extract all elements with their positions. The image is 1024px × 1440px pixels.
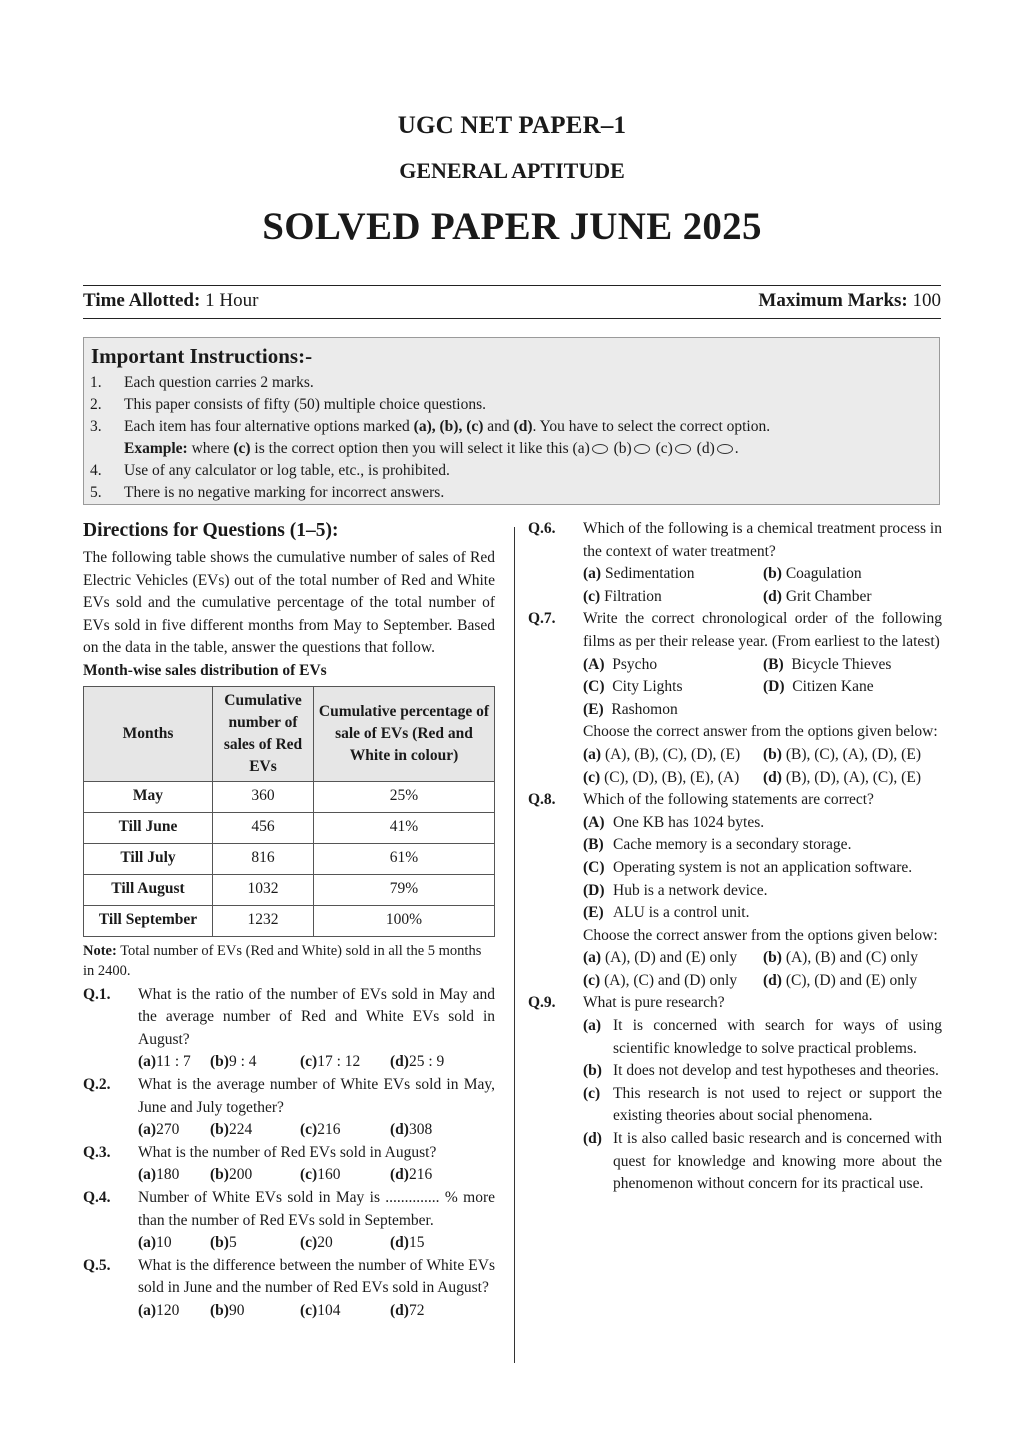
answer-oval-icon [675,444,691,454]
table-cell: Till August [84,874,213,905]
film-items-row: (A) Psycho (B) Bicycle Thieves [583,655,892,673]
instructions-title: Important Instructions:- [91,344,313,368]
option-item: (b) It does not develop and test hypotheses and theories. [583,1062,939,1080]
table-cell: 456 [213,812,314,843]
instruction-item: 5. There is no negative marking for incorrect answers. [90,484,445,501]
instruction-item: 2. This paper consists of fifty (50) multiple choice questions. [90,396,487,413]
option: (a)10 [138,1234,172,1252]
option: (a)270 [138,1121,180,1139]
option: (c)104 [300,1301,341,1319]
choose-text: Choose the correct answer from the options given below: [583,723,938,741]
options-row: (a) (A), (B), (C), (D), (E) (b) (B), (C), (A), (D), (E) [583,745,921,763]
statement-item: (E) ALU is a control unit. [583,904,750,922]
directions-text: The following table shows the cumulative number of sales of Red Electric Vehicles (EVs) out of the total number of Red and White EVs sold and the cumulative percentage of the total number of EVs sold in five different months from May to September. Based on the data in the table, answer the questions that follow. [83,549,495,657]
statement-item: (B) Cache memory is a secondary storage. [583,836,852,854]
table-caption: Month-wise sales distribution of EVs [83,661,327,679]
table-cell: Till June [84,812,213,843]
paper-heading: SOLVED PAPER JUNE 2025 [262,205,762,248]
option: (d)308 [390,1121,433,1139]
film-items-row: (C) City Lights (D) Citizen Kane [583,678,874,696]
options-row [83,1232,495,1255]
marks-label: Maximum Marks: [758,290,908,311]
table-cell: 1032 [213,874,314,905]
statement-item: (A) One KB has 1024 bytes. [583,813,765,831]
right-column [528,518,942,1196]
time-allotted [83,290,258,312]
header-months: Months [84,686,213,781]
top-rule [83,285,941,286]
table-note: Note: Total number of EVs (Red and White) sold in all the 5 months in 2400. [83,942,482,979]
option: (b)90 [210,1301,245,1319]
table-row [84,812,495,843]
paper-title: UGC NET PAPER–1 [397,112,627,139]
question-1: Q.1. What is the ratio of the number of EVs sold in May and the average number of Red and White EVs sold in August? [83,985,495,1048]
option: (d)25 : 9 [390,1053,445,1071]
option: (c)216 [300,1121,341,1139]
table-row [84,781,495,812]
table-cell: Till July [84,843,213,874]
options-row: (c) Filtration (d) Grit Chamber [583,587,872,605]
option: (c)160 [300,1166,341,1184]
option: (b)5 [210,1234,237,1252]
column-divider [514,527,515,1363]
question-3: Q.3. What is the number of Red EVs sold in August? [83,1143,437,1161]
options-row: (c) (A), (C) and (D) only (d) (C), (D) and (E) only [583,971,918,989]
instruction-item: 3. Each item has four alternative options marked (a), (b), (c) and (d). You have to select the correct option. [90,418,771,435]
table-row [84,905,495,936]
question-8: Q.8. Which of the following statements are correct? [528,791,874,809]
film-items-row: (E) Rashomon [583,700,678,718]
option-item: (d) It is also called basic research and is concerned with quest for knowledge and knowing more about the phenomenon without concern for its practical use. [583,1130,942,1193]
header-percentage: Cumulative percentage of sale of EVs (Red and White in colour) [314,686,495,781]
meta-rule [83,318,941,319]
question-7: Q.7. Write the correct chronological order of the following films as per their release year. (From earliest to the latest) [528,610,942,650]
options-row: (c) (C), (D), (B), (E), (A) (d) (B), (D), (A), (C), (E) [583,768,921,786]
option: (a)120 [138,1301,180,1319]
table-row [84,874,495,905]
option: (b)224 [210,1121,253,1139]
instruction-example: Example: where (c) is the correct option then you will select it like this (a) (b) (c) (d) . [124,440,739,457]
table-cell: 41% [314,812,495,843]
option: (b)9 : 4 [210,1053,257,1071]
option: (a)11 : 7 [138,1053,191,1071]
table-cell: 360 [213,781,314,812]
option: (d)72 [390,1301,425,1319]
question-9: Q.9. What is pure research? [528,994,725,1012]
table-cell: Till September [84,905,213,936]
instructions-box [83,337,940,505]
options-row: (a) (A), (D) and (E) only (b) (A), (B) and (C) only [583,949,918,967]
table-cell: 1232 [213,905,314,936]
option-item: (a) It is concerned with search for ways of using scientific knowledge to solve practical problems. [583,1017,942,1057]
options-row [83,1051,495,1074]
option: (a)180 [138,1166,180,1184]
question-4: Q.4. Number of White EVs sold in May is .............. % more than the number of Red EVs sold in September. [83,1188,495,1229]
answer-oval-icon [717,444,733,454]
marks-value: 100 [907,290,941,311]
maximum-marks [758,290,941,312]
table-cell: 25% [314,781,495,812]
choose-text: Choose the correct answer from the options given below: [583,926,938,944]
paper-subtitle: GENERAL APTITUDE [399,158,625,183]
question-6: Q.6. Which of the following is a chemical treatment process in the context of water treatment? [528,520,942,560]
instruction-item: 1. Each question carries 2 marks. [90,374,314,391]
directions-title: Directions for Questions (1–5): [83,520,339,541]
question-5: Q.5. What is the difference between the number of White EVs sold in June and the number of Red EVs sold in August? [83,1256,495,1297]
table-header-row [84,686,495,781]
left-column [83,518,495,1322]
answer-oval-icon [634,444,650,454]
instruction-item: 4. Use of any calculator or log table, etc., is prohibited. [90,462,450,479]
answer-oval-icon [592,444,608,454]
question-2: Q.2. What is the average number of White EVs sold in May, June and July together? [83,1075,495,1116]
table-row [84,843,495,874]
time-value: 1 Hour [200,290,259,311]
option: (b)200 [210,1166,253,1184]
options-row [83,1300,495,1323]
option-item: (c) This research is not used to reject or support the existing theories about social phenomena. [583,1084,942,1125]
options-row: (a) Sedimentation (b) Coagulation [583,565,862,583]
table-cell: 100% [314,905,495,936]
options-row [83,1119,495,1142]
table-cell: 79% [314,874,495,905]
ev-sales-table [83,686,495,937]
time-label: Time Allotted: [83,290,201,311]
table-cell: 816 [213,843,314,874]
table-cell: May [84,781,213,812]
statement-item: (D) Hub is a network device. [583,881,768,899]
header-red-evs: Cumulative number of sales of Red EVs [213,686,314,781]
options-row [83,1164,495,1187]
option: (d)216 [390,1166,433,1184]
statement-item: (C) Operating system is not an application software. [583,858,913,876]
option: (c)20 [300,1234,333,1252]
option: (c)17 : 12 [300,1053,361,1071]
option: (d)15 [390,1234,425,1252]
table-cell: 61% [314,843,495,874]
